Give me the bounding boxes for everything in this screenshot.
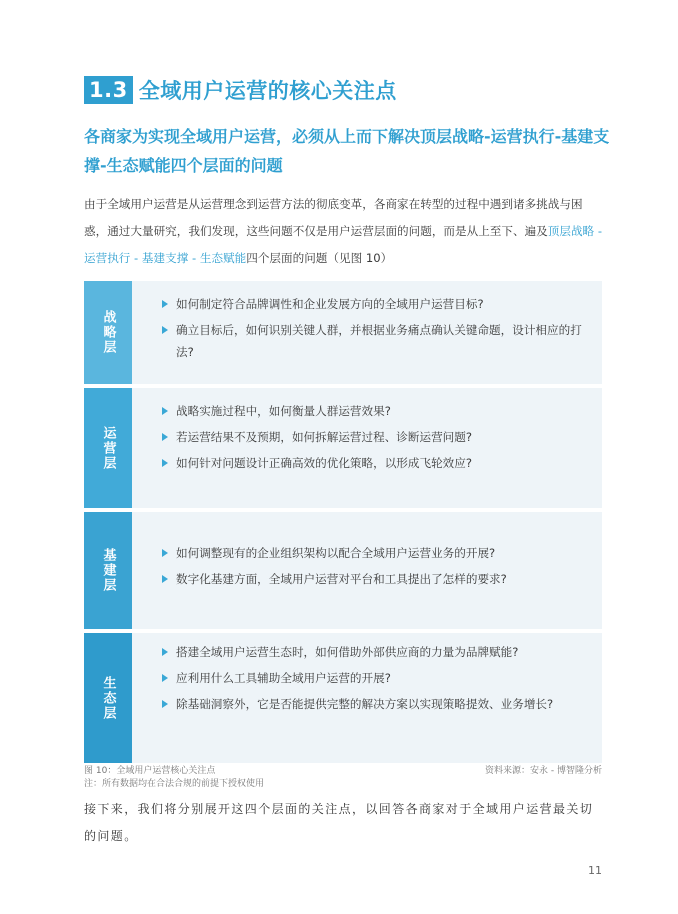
- section-title: 全域用户运营的核心关注点: [138, 79, 397, 103]
- layer-items: [132, 281, 602, 384]
- triangle-bullet-icon: [162, 674, 168, 682]
- intro-text: 由于全域用户运营是从运营理念到运营方法的彻底变革，各商家在转型的过程中遇到诸多挑战与困惑，通过大量研究，我们发现，这些问题不仅是用户运营层面的问题，而是从上至下、遍及: [84, 197, 583, 238]
- figure-layers: [84, 281, 602, 767]
- layer-label-box: [84, 281, 132, 384]
- list-item: [162, 542, 586, 564]
- triangle-bullet-icon: [162, 575, 168, 583]
- item-text: 如何调整现有的企业组织架构以配合全域用户运营业务的开展?: [176, 546, 496, 560]
- layer-row-operation: [84, 388, 602, 508]
- item-text: 如何制定符合品牌调性和企业发展方向的全域用户运营目标?: [176, 297, 484, 311]
- item-text: 确立目标后，如何识别关键人群，并根据业务痛点确认关键命题，设计相应的打法?: [176, 323, 582, 359]
- triangle-bullet-icon: [162, 700, 168, 708]
- intro-paragraph: [84, 191, 604, 272]
- figure-caption: 图 10：全域用户运营核心关注点: [84, 766, 216, 776]
- triangle-bullet-icon: [162, 326, 168, 334]
- list-item: [162, 426, 586, 448]
- item-text: 数字化基建方面，全域用户运营对平台和工具提出了怎样的要求?: [176, 572, 507, 586]
- triangle-bullet-icon: [162, 648, 168, 656]
- page-number: 11: [588, 864, 602, 877]
- triangle-bullet-icon: [162, 300, 168, 308]
- layer-row-strategy: [84, 281, 602, 384]
- section-number: 1.3: [84, 76, 133, 104]
- layer-row-ecosystem: [84, 633, 602, 763]
- triangle-bullet-icon: [162, 433, 168, 441]
- item-text: 若运营结果不及预期，如何拆解运营过程、诊断运营问题?: [176, 430, 472, 444]
- section-subtitle: 各商家为实现全域用户运营，必须从上而下解决顶层战略-运营执行-基建支撑-生态赋能四个层面的问题: [84, 127, 610, 175]
- item-text: 搭建全域用户运营生态时，如何借助外部供应商的力量为品牌赋能?: [176, 645, 519, 659]
- list-item: [162, 568, 586, 590]
- list-item: [162, 452, 586, 474]
- layer-label: 基建层: [100, 548, 116, 593]
- layer-label: 战略层: [100, 310, 116, 355]
- layer-row-infrastructure: [84, 512, 602, 629]
- list-item: [162, 693, 586, 715]
- list-item: [162, 293, 586, 315]
- item-text: 战略实施过程中，如何衡量人群运营效果?: [176, 404, 391, 418]
- layer-items: [132, 512, 602, 629]
- section-heading: [84, 76, 397, 104]
- layer-items: [132, 388, 602, 508]
- layer-label-box: [84, 512, 132, 629]
- triangle-bullet-icon: [162, 407, 168, 415]
- layer-items: [132, 633, 602, 763]
- intro-highlight: 顶层战略 - 运营执行 - 基建支撑 - 生态赋能: [84, 224, 603, 265]
- item-text: 如何针对问题设计正确高效的优化策略，以形成飞轮效应?: [176, 456, 472, 470]
- item-text: 应利用什么工具辅助全域用户运营的开展?: [176, 671, 391, 685]
- figure-source: 资料来源：安永 - 博智隆分析: [485, 766, 602, 776]
- figure-note: 注：所有数据均在合法合规的前提下授权使用: [84, 779, 265, 789]
- item-text: 除基础洞察外，它是否能提供完整的解决方案以实现策略提效、业务增长?: [176, 697, 554, 711]
- layer-label: 生态层: [100, 675, 116, 721]
- layer-label-box: [84, 633, 132, 763]
- triangle-bullet-icon: [162, 549, 168, 557]
- list-item: [162, 319, 586, 363]
- triangle-bullet-icon: [162, 459, 168, 467]
- closing-paragraph: 接下来，我们将分别展开这四个层面的关注点，以回答各商家对于全域用户运营最关切的问题。: [84, 802, 594, 843]
- layer-label-box: [84, 388, 132, 508]
- intro-text-end: 四个层面的问题（见图 10）: [246, 251, 393, 265]
- list-item: [162, 400, 586, 422]
- layer-label: 运营层: [100, 425, 116, 471]
- list-item: [162, 667, 586, 689]
- list-item: [162, 641, 586, 663]
